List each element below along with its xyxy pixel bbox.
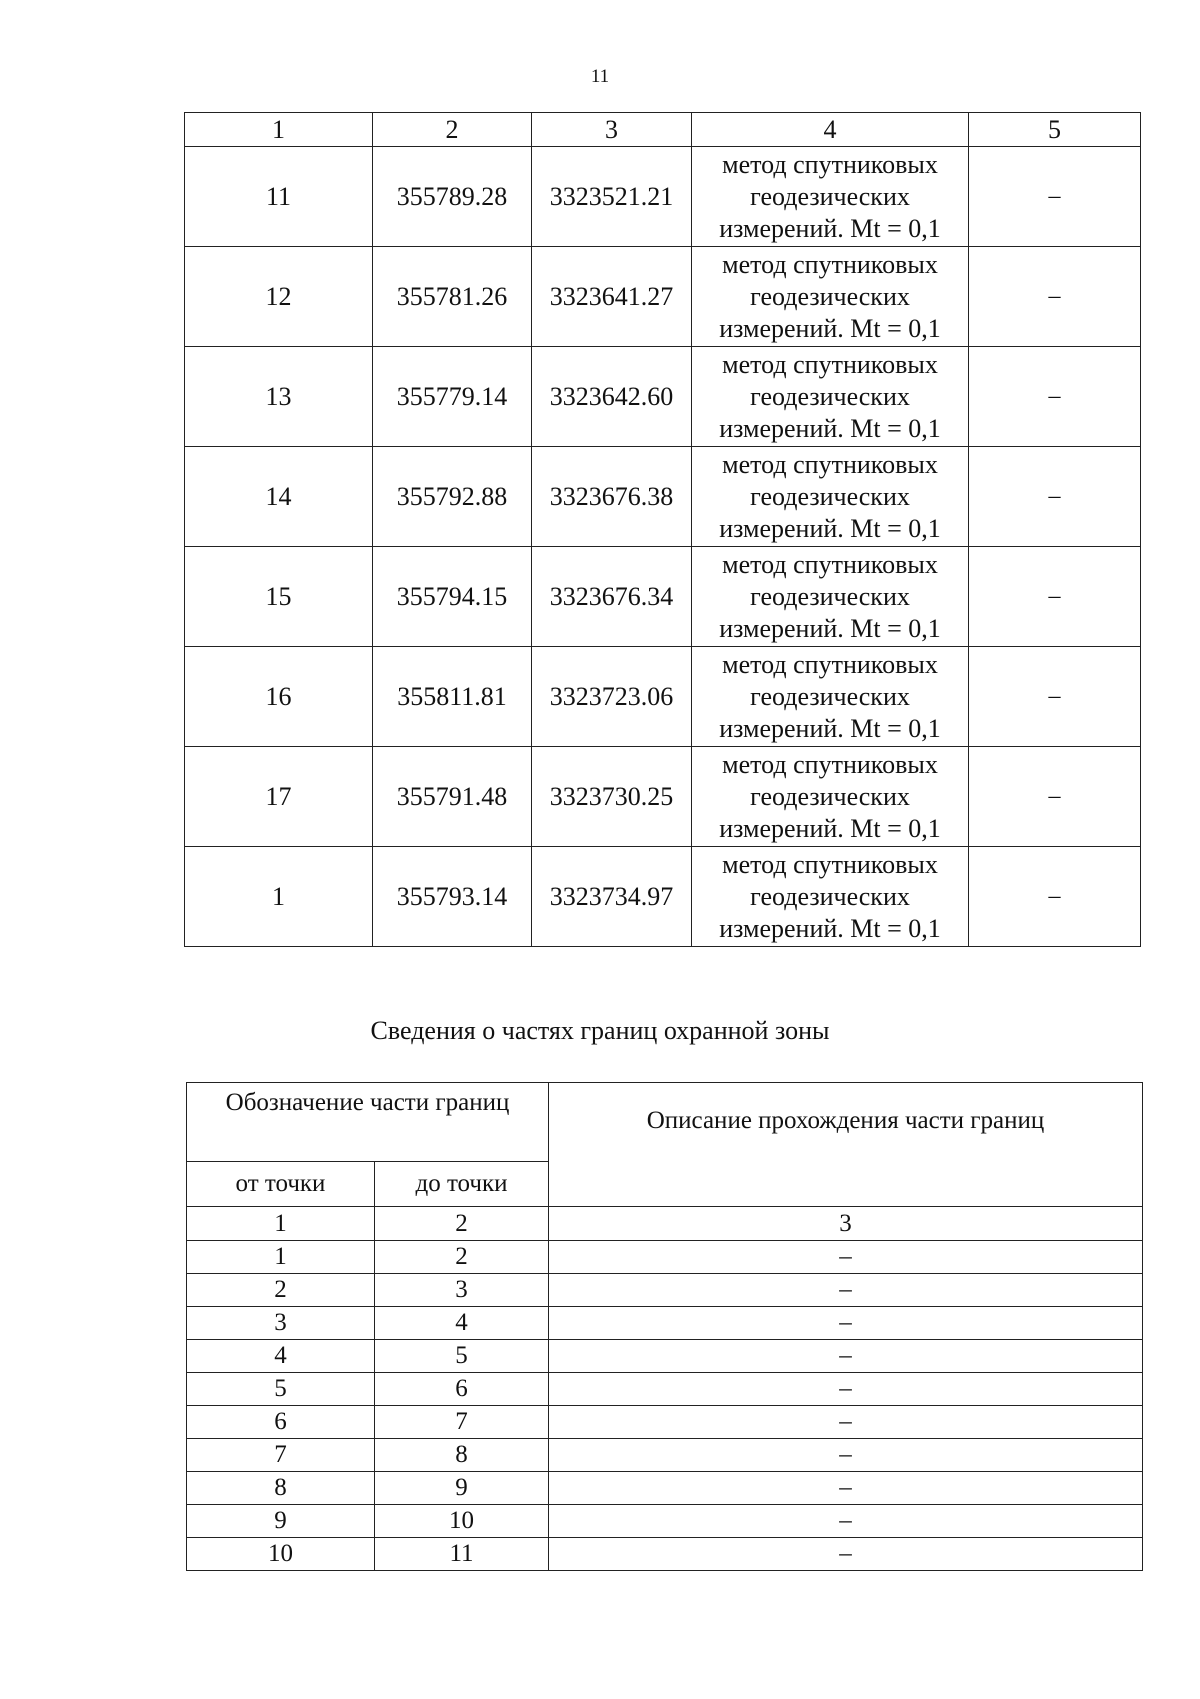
table-row bbox=[185, 747, 1141, 847]
to-point-cell: 6 bbox=[375, 1373, 549, 1406]
method-line: метод спутниковых bbox=[722, 449, 938, 479]
point-cell: 16 bbox=[185, 647, 373, 747]
table-row bbox=[187, 1472, 1143, 1505]
x-coordinate-cell: 355792.88 bbox=[373, 447, 532, 547]
description-cell: – bbox=[549, 1307, 1143, 1340]
column-number: 3 bbox=[532, 113, 692, 147]
description-cell: – bbox=[549, 1373, 1143, 1406]
method-line: измерений. Mt = 0,1 bbox=[719, 613, 941, 643]
method-cell bbox=[692, 747, 969, 847]
y-coordinate-cell: 3323676.38 bbox=[532, 447, 692, 547]
to-point-cell: 3 bbox=[375, 1274, 549, 1307]
table-row bbox=[185, 847, 1141, 947]
method-line: метод спутниковых bbox=[722, 349, 938, 379]
column-number: 2 bbox=[375, 1207, 549, 1241]
from-point-cell: 4 bbox=[187, 1340, 375, 1373]
y-coordinate-cell: 3323723.06 bbox=[532, 647, 692, 747]
table-row bbox=[187, 1307, 1143, 1340]
to-point-cell: 5 bbox=[375, 1340, 549, 1373]
section-title: Сведения о частях границ охранной зоны bbox=[370, 1016, 830, 1045]
note-cell: – bbox=[969, 847, 1141, 947]
method-line: измерений. Mt = 0,1 bbox=[719, 513, 941, 543]
from-point-cell: 9 bbox=[187, 1505, 375, 1538]
method-cell bbox=[692, 147, 969, 247]
note-cell: – bbox=[969, 747, 1141, 847]
description-cell: – bbox=[549, 1241, 1143, 1274]
method-line: геодезических bbox=[750, 581, 910, 611]
method-cell bbox=[692, 547, 969, 647]
note-cell: – bbox=[969, 547, 1141, 647]
method-line: измерений. Mt = 0,1 bbox=[719, 813, 941, 843]
from-point-header: от точки bbox=[187, 1162, 375, 1207]
from-point-cell: 1 bbox=[187, 1241, 375, 1274]
to-point-cell: 8 bbox=[375, 1439, 549, 1472]
table-row bbox=[185, 347, 1141, 447]
from-point-cell: 3 bbox=[187, 1307, 375, 1340]
description-cell: – bbox=[549, 1274, 1143, 1307]
method-line: метод спутниковых bbox=[722, 849, 938, 879]
y-coordinate-cell: 3323642.60 bbox=[532, 347, 692, 447]
method-line: геодезических bbox=[750, 181, 910, 211]
to-point-cell: 9 bbox=[375, 1472, 549, 1505]
x-coordinate-cell: 355791.48 bbox=[373, 747, 532, 847]
column-number: 4 bbox=[692, 113, 969, 147]
method-line: геодезических bbox=[750, 681, 910, 711]
table-row bbox=[187, 1274, 1143, 1307]
from-point-cell: 5 bbox=[187, 1373, 375, 1406]
method-line: метод спутниковых bbox=[722, 649, 938, 679]
method-line: геодезических bbox=[750, 881, 910, 911]
coordinates-table-body bbox=[185, 147, 1141, 947]
note-cell: – bbox=[969, 347, 1141, 447]
to-point-cell: 11 bbox=[375, 1538, 549, 1571]
y-coordinate-cell: 3323734.97 bbox=[532, 847, 692, 947]
method-line: геодезических bbox=[750, 381, 910, 411]
method-line: метод спутниковых bbox=[722, 249, 938, 279]
from-point-cell: 8 bbox=[187, 1472, 375, 1505]
column-number: 1 bbox=[185, 113, 373, 147]
table-row bbox=[187, 1340, 1143, 1373]
y-coordinate-cell: 3323521.21 bbox=[532, 147, 692, 247]
method-line: метод спутниковых bbox=[722, 149, 938, 179]
page-number: 11 bbox=[590, 66, 610, 87]
x-coordinate-cell: 355781.26 bbox=[373, 247, 532, 347]
column-number: 1 bbox=[187, 1207, 375, 1241]
table-row bbox=[187, 1373, 1143, 1406]
table-row bbox=[187, 1439, 1143, 1472]
boundary-parts-table bbox=[186, 1082, 1143, 1571]
to-point-cell: 7 bbox=[375, 1406, 549, 1439]
note-cell: – bbox=[969, 147, 1141, 247]
from-point-cell: 10 bbox=[187, 1538, 375, 1571]
note-cell: – bbox=[969, 647, 1141, 747]
description-cell: – bbox=[549, 1472, 1143, 1505]
x-coordinate-cell: 355789.28 bbox=[373, 147, 532, 247]
method-line: геодезических bbox=[750, 781, 910, 811]
point-cell: 13 bbox=[185, 347, 373, 447]
boundary-parts-table-body bbox=[187, 1207, 1143, 1571]
table-row bbox=[185, 547, 1141, 647]
method-line: геодезических bbox=[750, 481, 910, 511]
table-row bbox=[187, 1538, 1143, 1571]
method-line: измерений. Mt = 0,1 bbox=[719, 913, 941, 943]
method-line: измерений. Mt = 0,1 bbox=[719, 413, 941, 443]
description-cell: – bbox=[549, 1505, 1143, 1538]
table-row bbox=[187, 1241, 1143, 1274]
column-number-row bbox=[187, 1207, 1143, 1241]
y-coordinate-cell: 3323641.27 bbox=[532, 247, 692, 347]
point-cell: 11 bbox=[185, 147, 373, 247]
column-number-row bbox=[185, 113, 1141, 147]
y-coordinate-cell: 3323676.34 bbox=[532, 547, 692, 647]
x-coordinate-cell: 355811.81 bbox=[373, 647, 532, 747]
point-cell: 15 bbox=[185, 547, 373, 647]
column-number: 3 bbox=[549, 1207, 1143, 1241]
y-coordinate-cell: 3323730.25 bbox=[532, 747, 692, 847]
table-row bbox=[185, 447, 1141, 547]
description-cell: – bbox=[549, 1340, 1143, 1373]
x-coordinate-cell: 355793.14 bbox=[373, 847, 532, 947]
table-row bbox=[185, 247, 1141, 347]
method-line: метод спутниковых bbox=[722, 549, 938, 579]
point-cell: 17 bbox=[185, 747, 373, 847]
column-number: 5 bbox=[969, 113, 1141, 147]
note-cell: – bbox=[969, 447, 1141, 547]
from-point-cell: 6 bbox=[187, 1406, 375, 1439]
table-row bbox=[187, 1505, 1143, 1538]
table-row bbox=[185, 147, 1141, 247]
table-row bbox=[185, 647, 1141, 747]
description-cell: – bbox=[549, 1406, 1143, 1439]
table-row bbox=[187, 1406, 1143, 1439]
column-number: 2 bbox=[373, 113, 532, 147]
method-line: измерений. Mt = 0,1 bbox=[719, 313, 941, 343]
note-cell: – bbox=[969, 247, 1141, 347]
designation-header: Обозначение части границ bbox=[187, 1083, 549, 1162]
method-cell bbox=[692, 647, 969, 747]
to-point-cell: 10 bbox=[375, 1505, 549, 1538]
point-cell: 1 bbox=[185, 847, 373, 947]
from-point-cell: 7 bbox=[187, 1439, 375, 1472]
method-cell bbox=[692, 347, 969, 447]
method-line: измерений. Mt = 0,1 bbox=[719, 713, 941, 743]
method-line: измерений. Mt = 0,1 bbox=[719, 213, 941, 243]
method-cell bbox=[692, 847, 969, 947]
method-line: геодезических bbox=[750, 281, 910, 311]
description-cell: – bbox=[549, 1538, 1143, 1571]
coordinates-table bbox=[184, 112, 1141, 947]
x-coordinate-cell: 355794.15 bbox=[373, 547, 532, 647]
method-cell bbox=[692, 247, 969, 347]
from-point-cell: 2 bbox=[187, 1274, 375, 1307]
method-cell bbox=[692, 447, 969, 547]
x-coordinate-cell: 355779.14 bbox=[373, 347, 532, 447]
method-line: метод спутниковых bbox=[722, 749, 938, 779]
to-point-header: до точки bbox=[375, 1162, 549, 1207]
point-cell: 12 bbox=[185, 247, 373, 347]
to-point-cell: 4 bbox=[375, 1307, 549, 1340]
point-cell: 14 bbox=[185, 447, 373, 547]
description-header: Описание прохождения части границ bbox=[549, 1083, 1143, 1207]
to-point-cell: 2 bbox=[375, 1241, 549, 1274]
description-cell: – bbox=[549, 1439, 1143, 1472]
